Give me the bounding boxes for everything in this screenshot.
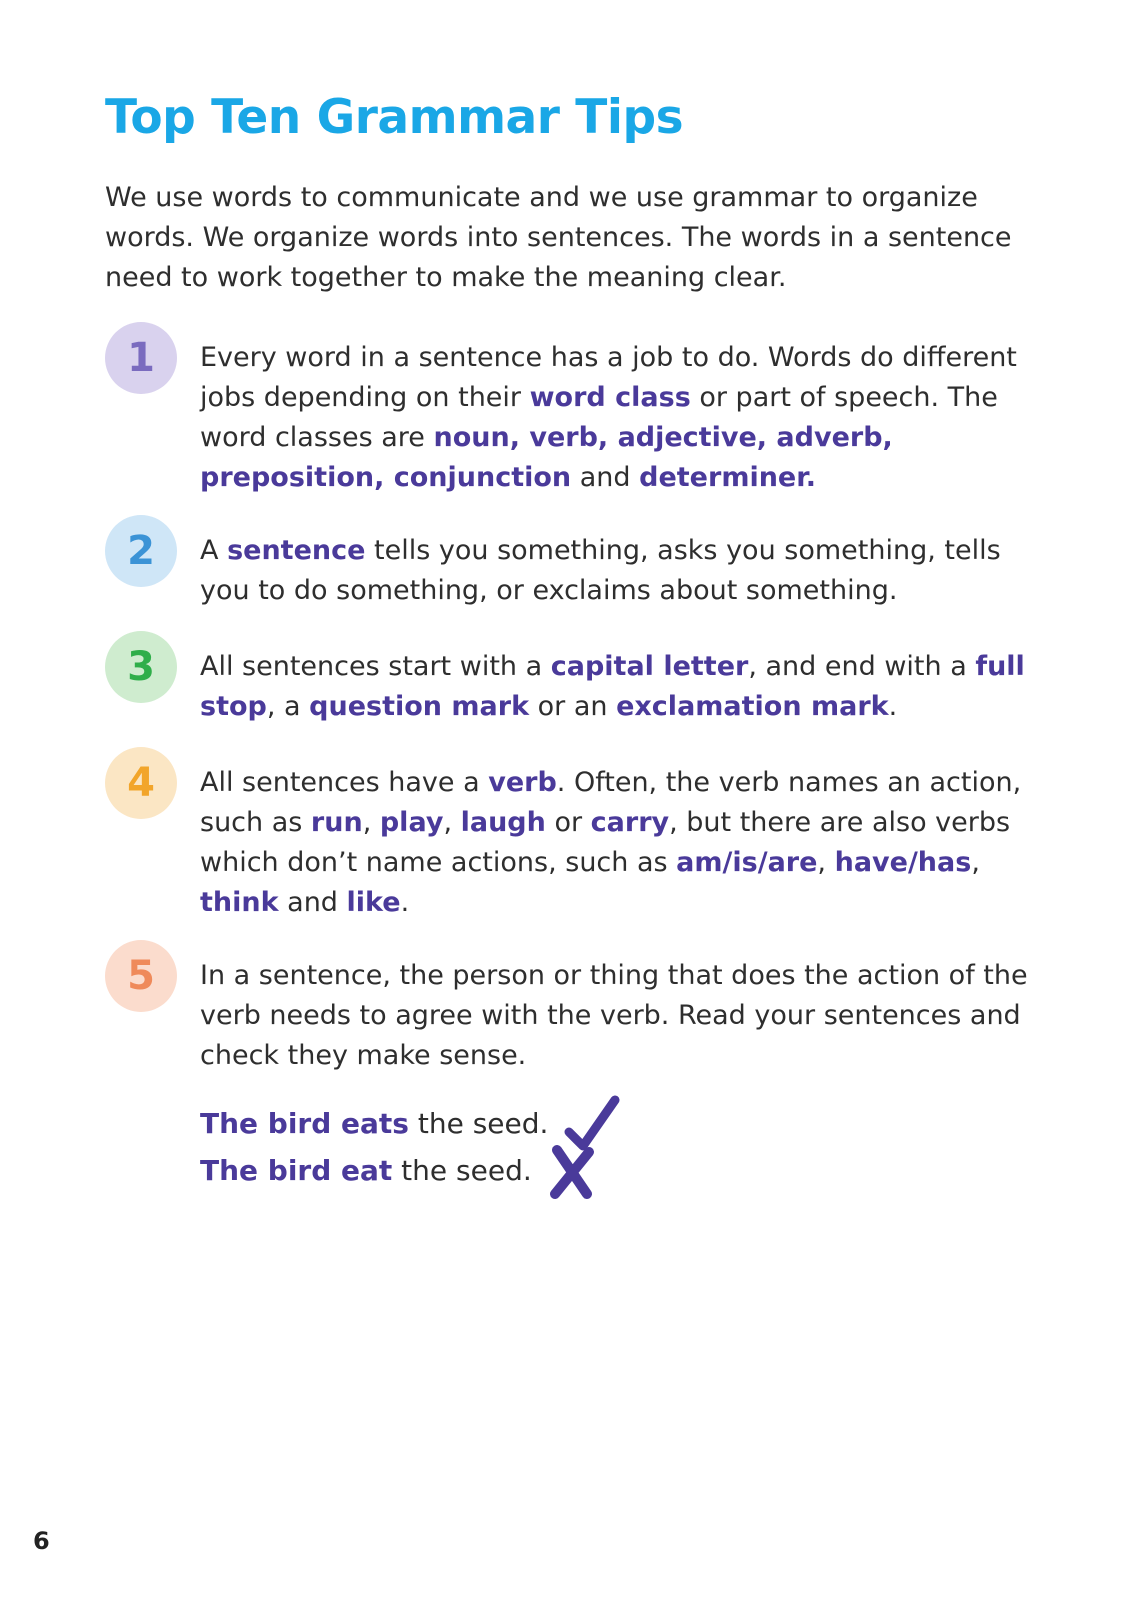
tip-text-segment: , [443, 807, 461, 838]
keyword-term: exclamation mark [616, 691, 889, 722]
keyword-term: capital letter [550, 651, 749, 682]
tip-text-segment: and [571, 462, 640, 493]
tip-text-segment: , [362, 807, 380, 838]
tip-text-segment: or an [529, 691, 617, 722]
tip-text [200, 763, 1050, 923]
intro-paragraph: We use words to communicate and we use grammar to organize words. We organize words into sentences. The words in a sentence need to work together to make the meaning clear. [105, 182, 1012, 293]
tip-number-badge: 3 [105, 631, 177, 703]
tip-text-segment: or [545, 807, 591, 838]
page-number: 6 [33, 1527, 50, 1555]
keyword-term: verb [488, 767, 557, 798]
example-highlight: The bird eat [200, 1154, 393, 1187]
keyword-term: play [379, 807, 444, 838]
tip-text-segment: A [200, 535, 228, 566]
keyword-term: am/is/are [676, 847, 818, 878]
tip-text-segment: . Often, the verb names an action, such as [200, 767, 1022, 838]
tip-number-badge: 4 [105, 747, 177, 819]
tip-text-segment: . [888, 691, 898, 722]
tip-text-segment: , a [266, 691, 310, 722]
keyword-term: sentence [227, 535, 366, 566]
tip-number-badge: 1 [105, 322, 177, 394]
tip-text-segment: , [817, 847, 835, 878]
example-correct [200, 1094, 700, 1144]
tip-text-segment: , [971, 847, 980, 878]
example-incorrect [200, 1144, 700, 1194]
tip-text-segment: All sentences have a [200, 767, 489, 798]
tip-text-segment: Every word in a sentence has a job to do. Words do different jobs depending on their [200, 342, 1017, 413]
page-title: Top Ten Grammar Tips [105, 90, 684, 145]
tip-number-badge: 5 [105, 940, 177, 1012]
keyword-term: think [200, 887, 279, 918]
tip-text-segment: , but there are also verbs which don’t name actions, such as [200, 807, 1011, 878]
example-rest: the seed. [408, 1107, 549, 1140]
tip-text [200, 338, 1050, 498]
tip-text-segment: or part of speech. The word classes are [200, 382, 998, 453]
tip-text [200, 956, 1050, 1076]
tip-text-segment: and [278, 887, 347, 918]
tip-text-segment: , and end with a [748, 651, 976, 682]
keyword-term: full stop [200, 651, 1025, 722]
keyword-term: laugh [460, 807, 546, 838]
example-rest: the seed. [392, 1154, 532, 1187]
cross-icon [547, 1144, 597, 1200]
keyword-term: noun, verb, adjective, adverb, preposition, conjunction [200, 422, 893, 493]
tip-text-segment: . [400, 887, 410, 918]
tip-text-segment: In a sentence, the person or thing that does the action of the verb needs to agree with the verb. Read your sentences and check they make sense. [200, 960, 1028, 1071]
keyword-term: question mark [309, 691, 530, 722]
example-highlight: The bird eats [200, 1107, 409, 1140]
keyword-term: word class [529, 382, 691, 413]
tip-text-segment: All sentences start with a [200, 651, 551, 682]
keyword-term: determiner. [639, 462, 816, 493]
keyword-term: run [310, 807, 363, 838]
tip-number-badge: 2 [105, 515, 177, 587]
keyword-term: carry [590, 807, 670, 838]
keyword-term: like [346, 887, 401, 918]
keyword-term: have/has [834, 847, 972, 878]
tip-text-segment: tells you something, asks you something, tells you to do something, or exclaims about something. [200, 535, 1001, 606]
tip-text [200, 531, 1050, 611]
example-sentences [200, 1094, 700, 1194]
tip-text [200, 647, 1050, 727]
